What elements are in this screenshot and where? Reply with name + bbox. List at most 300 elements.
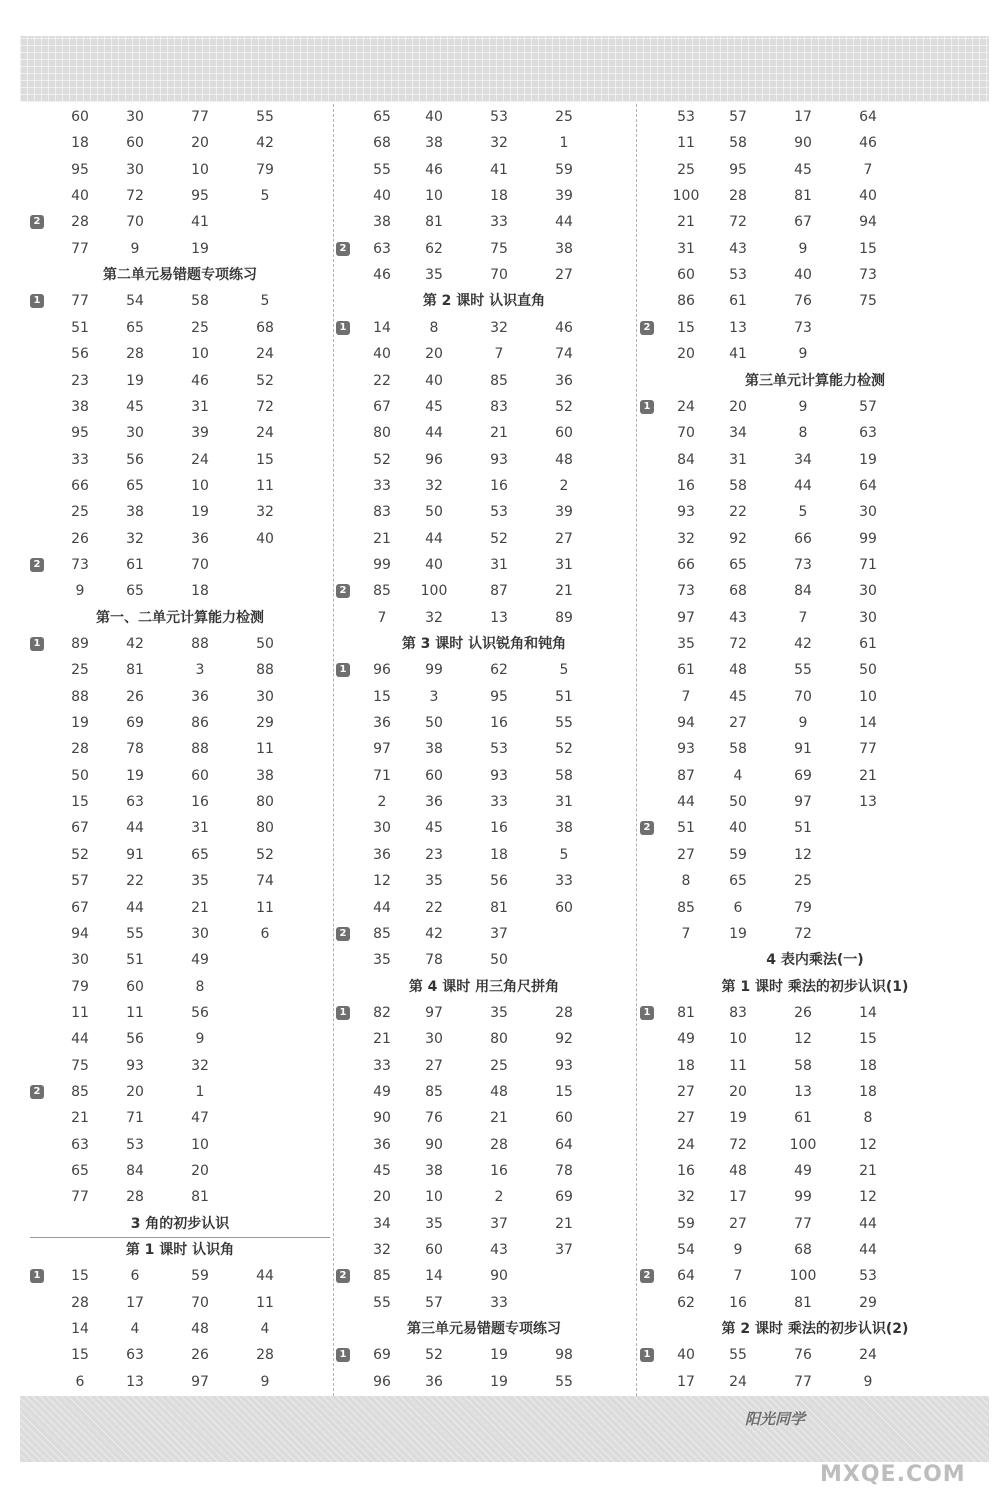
answer-value: 60	[425, 767, 443, 784]
answer-row	[336, 447, 632, 473]
answer-value: 69	[555, 1189, 573, 1206]
answer-value: 85	[677, 899, 695, 916]
answer-value: 28	[71, 214, 89, 231]
answer-row	[640, 1237, 990, 1263]
answer-value: 28	[256, 1347, 274, 1364]
answer-value: 40	[425, 556, 443, 573]
answer-row	[640, 1053, 990, 1079]
answer-value: 35	[425, 1215, 443, 1232]
answer-value: 41	[191, 214, 209, 231]
answer-value: 62	[425, 240, 443, 257]
answer-row	[30, 1316, 330, 1342]
answer-value: 66	[794, 530, 812, 547]
answer-value: 54	[126, 293, 144, 310]
answer-value: 79	[256, 161, 274, 178]
answer-value: 32	[490, 135, 508, 152]
answer-value: 12	[794, 846, 812, 863]
answer-row	[640, 815, 990, 841]
answer-value: 67	[373, 398, 391, 415]
answer-value: 70	[191, 1294, 209, 1311]
answer-row	[336, 1211, 632, 1237]
answer-value: 43	[729, 609, 747, 626]
answer-value: 34	[729, 425, 747, 442]
answer-row	[30, 315, 330, 341]
answer-value: 21	[373, 530, 391, 547]
answer-value: 59	[191, 1268, 209, 1285]
answer-row	[30, 974, 330, 1000]
answer-row	[336, 868, 632, 894]
answer-value: 55	[555, 1373, 573, 1390]
answer-row	[30, 842, 330, 868]
answer-value: 5	[260, 293, 270, 310]
answer-value: 29	[859, 1294, 877, 1311]
section-heading: 第二单元易错题专项练习	[103, 267, 257, 284]
answer-value: 43	[729, 240, 747, 257]
answer-value: 90	[425, 1136, 443, 1153]
answer-row	[30, 1079, 330, 1105]
answer-value: 18	[859, 1057, 877, 1074]
answer-value: 45	[729, 688, 747, 705]
answer-value: 65	[126, 477, 144, 494]
answer-value: 36	[373, 715, 391, 732]
answer-row	[640, 631, 990, 657]
answer-value: 40	[425, 372, 443, 389]
question-number-badge: 2	[336, 927, 350, 941]
answer-value: 99	[373, 556, 391, 573]
answer-row	[30, 1369, 330, 1395]
answer-value: 1	[195, 1083, 205, 1100]
answer-value: 77	[794, 1373, 812, 1390]
answer-row	[336, 895, 632, 921]
answer-value: 81	[490, 899, 508, 916]
answer-value: 77	[191, 109, 209, 125]
answer-value: 20	[126, 1083, 144, 1100]
answer-value: 35	[373, 952, 391, 969]
answer-row	[336, 1105, 632, 1131]
answer-value: 44	[677, 794, 695, 811]
answer-value: 16	[191, 794, 209, 811]
answer-value: 93	[677, 504, 695, 521]
answer-value: 63	[373, 240, 391, 257]
answer-value: 91	[794, 741, 812, 758]
answer-value: 72	[794, 925, 812, 942]
answer-value: 36	[373, 1136, 391, 1153]
answer-value: 13	[126, 1373, 144, 1390]
answer-value: 25	[794, 873, 812, 890]
answer-value: 46	[191, 372, 209, 389]
answer-value: 59	[555, 161, 573, 178]
answer-value: 21	[859, 767, 877, 784]
question-number-badge: 2	[30, 1085, 44, 1099]
answer-value: 80	[490, 1031, 508, 1048]
answer-row	[640, 1026, 990, 1052]
answer-value: 2	[559, 477, 569, 494]
answer-row	[336, 157, 632, 183]
answer-value: 46	[555, 319, 573, 336]
answer-value: 58	[729, 477, 747, 494]
section-heading: 第一、二单元计算能力检测	[96, 609, 264, 626]
answer-value: 9	[733, 1242, 743, 1259]
answer-value: 38	[555, 240, 573, 257]
answer-row	[336, 710, 632, 736]
answer-value: 36	[555, 372, 573, 389]
answer-value: 46	[373, 267, 391, 284]
answer-value: 77	[71, 240, 89, 257]
answer-value: 61	[794, 1110, 812, 1127]
answer-value: 87	[490, 583, 508, 600]
answer-value: 85	[373, 1268, 391, 1285]
answer-value: 9	[863, 1373, 873, 1390]
answer-value: 13	[859, 794, 877, 811]
answer-value: 48	[191, 1321, 209, 1338]
answer-value: 49	[794, 1163, 812, 1179]
answer-value: 28	[729, 188, 747, 205]
answer-value: 72	[126, 188, 144, 205]
answer-value: 63	[859, 425, 877, 442]
answer-value: 27	[729, 1215, 747, 1232]
answer-value: 40	[859, 188, 877, 205]
answer-value: 53	[126, 1136, 144, 1153]
answer-value: 68	[794, 1242, 812, 1259]
answer-value: 23	[71, 372, 89, 389]
answer-value: 6	[733, 899, 743, 916]
answer-value: 53	[490, 504, 508, 521]
answer-value: 45	[794, 161, 812, 178]
question-number-badge: 1	[640, 400, 654, 414]
answer-value: 96	[425, 451, 443, 468]
answer-value: 19	[191, 240, 209, 257]
answer-row	[30, 1342, 330, 1368]
answer-row	[640, 736, 990, 762]
answer-value: 19	[126, 767, 144, 784]
answer-value: 11	[256, 1294, 274, 1311]
answer-value: 36	[191, 688, 209, 705]
answer-value: 9	[195, 1031, 205, 1048]
answer-row	[640, 552, 990, 578]
answer-value: 60	[71, 109, 89, 125]
column-divider-2	[636, 104, 637, 1396]
answer-value: 45	[373, 1163, 391, 1179]
answer-value: 71	[373, 767, 391, 784]
answer-value: 34	[794, 451, 812, 468]
answer-value: 44	[555, 214, 573, 231]
answer-value: 4	[260, 1321, 270, 1338]
answer-value: 20	[425, 346, 443, 363]
answer-row	[336, 657, 632, 683]
answer-row	[640, 1290, 990, 1316]
answer-value: 1	[559, 135, 569, 152]
answer-value: 30	[859, 504, 877, 521]
answer-row	[336, 1184, 632, 1210]
answer-value: 15	[859, 240, 877, 257]
answer-value: 70	[677, 425, 695, 442]
section-heading: 第 4 课时 用三角尺拼角	[408, 978, 560, 995]
answer-value: 37	[490, 925, 508, 942]
answer-value: 46	[425, 161, 443, 178]
column-divider-1	[333, 104, 334, 1396]
question-number-badge: 1	[30, 637, 44, 651]
answer-value: 19	[126, 372, 144, 389]
question-number-badge: 1	[30, 294, 44, 308]
answer-column-2	[336, 104, 632, 1396]
answer-value: 75	[71, 1057, 89, 1074]
answer-row	[640, 789, 990, 815]
answer-value: 7	[681, 688, 691, 705]
answer-value: 27	[677, 1083, 695, 1100]
answer-value: 67	[794, 214, 812, 231]
answer-value: 44	[425, 530, 443, 547]
answer-value: 65	[729, 556, 747, 573]
answer-value: 50	[256, 636, 274, 652]
answer-value: 100	[789, 1268, 817, 1285]
answer-value: 65	[373, 109, 391, 125]
answer-row	[336, 1369, 632, 1395]
answer-value: 24	[859, 1347, 877, 1364]
answer-row	[336, 341, 632, 367]
answer-value: 58	[729, 135, 747, 152]
answer-row	[640, 1158, 990, 1184]
answer-value: 32	[490, 319, 508, 336]
answer-value: 71	[859, 556, 877, 573]
answer-value: 40	[256, 530, 274, 547]
answer-row	[336, 1158, 632, 1184]
answer-value: 7	[494, 346, 504, 363]
answer-value: 16	[677, 477, 695, 494]
answer-value: 74	[555, 346, 573, 363]
answer-value: 35	[490, 1004, 508, 1021]
answer-value: 77	[71, 293, 89, 310]
answer-value: 78	[555, 1163, 573, 1179]
answer-value: 30	[71, 952, 89, 969]
answer-value: 12	[794, 1031, 812, 1048]
question-number-badge: 2	[640, 821, 654, 835]
answer-row	[30, 789, 330, 815]
answer-value: 7	[863, 161, 873, 178]
answer-value: 9	[260, 1373, 270, 1390]
answer-value: 64	[677, 1268, 695, 1285]
answer-row	[640, 605, 990, 631]
answer-value: 57	[859, 398, 877, 415]
answer-value: 100	[420, 583, 448, 600]
answer-value: 44	[126, 820, 144, 837]
answer-row	[640, 868, 990, 894]
answer-value: 6	[130, 1268, 140, 1285]
section-heading: 第 3 课时 认识锐角和钝角	[401, 636, 567, 652]
answer-row	[30, 473, 330, 499]
answer-value: 81	[191, 1189, 209, 1206]
answer-value: 76	[794, 1347, 812, 1364]
answer-value: 73	[859, 267, 877, 284]
answer-row	[336, 1079, 632, 1105]
answer-row	[30, 1290, 330, 1316]
answer-value: 44	[425, 425, 443, 442]
answer-value: 9	[798, 398, 808, 415]
answer-row	[640, 183, 990, 209]
answer-value: 49	[373, 1083, 391, 1100]
answer-value: 30	[859, 609, 877, 626]
answer-value: 35	[425, 873, 443, 890]
answer-row	[640, 499, 990, 525]
answer-value: 37	[490, 1215, 508, 1232]
answer-value: 20	[677, 346, 695, 363]
answer-value: 12	[859, 1189, 877, 1206]
answer-value: 88	[71, 688, 89, 705]
answer-value: 30	[126, 425, 144, 442]
answer-value: 73	[794, 556, 812, 573]
answer-value: 52	[373, 451, 391, 468]
answer-row	[640, 1079, 990, 1105]
answer-value: 60	[126, 978, 144, 995]
answer-value: 97	[191, 1373, 209, 1390]
answer-value: 26	[794, 1004, 812, 1021]
answer-row	[30, 236, 330, 262]
answer-value: 25	[71, 504, 89, 521]
answer-value: 15	[859, 1031, 877, 1048]
watermark-text: MXQE.COM	[820, 1462, 966, 1487]
answer-row	[640, 1105, 990, 1131]
answer-value: 49	[677, 1031, 695, 1048]
answer-row	[336, 842, 632, 868]
answer-value: 70	[191, 556, 209, 573]
question-number-badge: 1	[336, 1348, 350, 1362]
answer-value: 50	[490, 952, 508, 969]
answer-value: 38	[425, 1163, 443, 1179]
answer-value: 15	[71, 1268, 89, 1285]
answer-value: 28	[126, 1189, 144, 1206]
answer-row	[30, 394, 330, 420]
answer-value: 22	[373, 372, 391, 389]
answer-value: 58	[794, 1057, 812, 1074]
answer-value: 58	[729, 741, 747, 758]
answer-value: 60	[555, 899, 573, 916]
answer-value: 50	[729, 794, 747, 811]
answer-row	[336, 262, 632, 288]
answer-value: 33	[71, 451, 89, 468]
answer-value: 33	[490, 1294, 508, 1311]
answer-value: 48	[729, 1163, 747, 1179]
answer-value: 42	[126, 636, 144, 652]
answer-row	[336, 1263, 632, 1289]
answer-value: 66	[677, 556, 695, 573]
answer-value: 13	[729, 319, 747, 336]
answer-value: 77	[71, 1189, 89, 1206]
answer-value: 16	[490, 477, 508, 494]
answer-value: 40	[729, 820, 747, 837]
answer-value: 37	[555, 1242, 573, 1259]
answer-value: 17	[677, 1373, 695, 1390]
answer-value: 55	[256, 109, 274, 125]
answer-row	[336, 130, 632, 156]
answer-value: 3	[429, 688, 439, 705]
answer-value: 20	[729, 398, 747, 415]
answer-value: 53	[859, 1268, 877, 1285]
answer-value: 89	[555, 609, 573, 626]
answer-value: 58	[191, 293, 209, 310]
answer-value: 45	[425, 820, 443, 837]
answer-row	[336, 526, 632, 552]
answer-value: 36	[191, 530, 209, 547]
answer-row	[336, 815, 632, 841]
question-number-badge: 2	[640, 321, 654, 335]
question-number-badge: 2	[640, 1269, 654, 1283]
answer-value: 2	[377, 794, 387, 811]
question-number-badge: 1	[336, 663, 350, 677]
answer-value: 42	[256, 135, 274, 152]
answer-value: 19	[490, 1373, 508, 1390]
answer-value: 25	[490, 1057, 508, 1074]
answer-value: 96	[373, 662, 391, 679]
answer-row	[336, 1000, 632, 1026]
answer-value: 40	[71, 188, 89, 205]
answer-value: 43	[490, 1242, 508, 1259]
answer-value: 51	[71, 319, 89, 336]
answer-row	[336, 552, 632, 578]
answer-value: 56	[490, 873, 508, 890]
answer-row	[336, 1026, 632, 1052]
answer-value: 66	[71, 477, 89, 494]
answer-value: 20	[191, 135, 209, 152]
answer-value: 27	[555, 530, 573, 547]
answer-value: 75	[859, 293, 877, 310]
answer-value: 16	[677, 1163, 695, 1179]
answer-value: 10	[191, 477, 209, 494]
answer-value: 83	[490, 398, 508, 415]
answer-value: 100	[789, 1136, 817, 1153]
answer-value: 61	[677, 662, 695, 679]
question-number-badge: 2	[336, 584, 350, 598]
answer-value: 21	[677, 214, 695, 231]
answer-value: 56	[71, 346, 89, 363]
answer-value: 74	[256, 873, 274, 890]
answer-value: 63	[126, 1347, 144, 1364]
answer-value: 18	[677, 1057, 695, 1074]
answer-value: 68	[729, 583, 747, 600]
answer-value: 68	[256, 319, 274, 336]
answer-value: 20	[373, 1189, 391, 1206]
answer-value: 65	[729, 873, 747, 890]
answer-value: 91	[126, 846, 144, 863]
answer-value: 28	[71, 1294, 89, 1311]
answer-value: 82	[373, 1004, 391, 1021]
answer-value: 88	[256, 662, 274, 679]
answer-value: 76	[425, 1110, 443, 1127]
answer-value: 64	[859, 109, 877, 125]
answer-value: 24	[729, 1373, 747, 1390]
answer-value: 94	[71, 925, 89, 942]
answer-value: 53	[490, 109, 508, 125]
answer-value: 40	[677, 1347, 695, 1364]
answer-row	[640, 157, 990, 183]
answer-value: 85	[490, 372, 508, 389]
answer-value: 31	[677, 240, 695, 257]
answer-value: 38	[373, 214, 391, 231]
answer-value: 11	[126, 1004, 144, 1021]
answer-value: 93	[490, 767, 508, 784]
answer-value: 64	[859, 477, 877, 494]
answer-row	[640, 763, 990, 789]
answer-row	[640, 657, 990, 683]
answer-value: 45	[425, 398, 443, 415]
answer-value: 10	[425, 188, 443, 205]
answer-value: 52	[490, 530, 508, 547]
answer-value: 20	[729, 1083, 747, 1100]
answer-value: 31	[490, 556, 508, 573]
answer-row	[30, 815, 330, 841]
answer-value: 70	[126, 214, 144, 231]
answer-value: 30	[126, 109, 144, 125]
answer-value: 14	[859, 715, 877, 732]
answer-value: 44	[373, 899, 391, 916]
